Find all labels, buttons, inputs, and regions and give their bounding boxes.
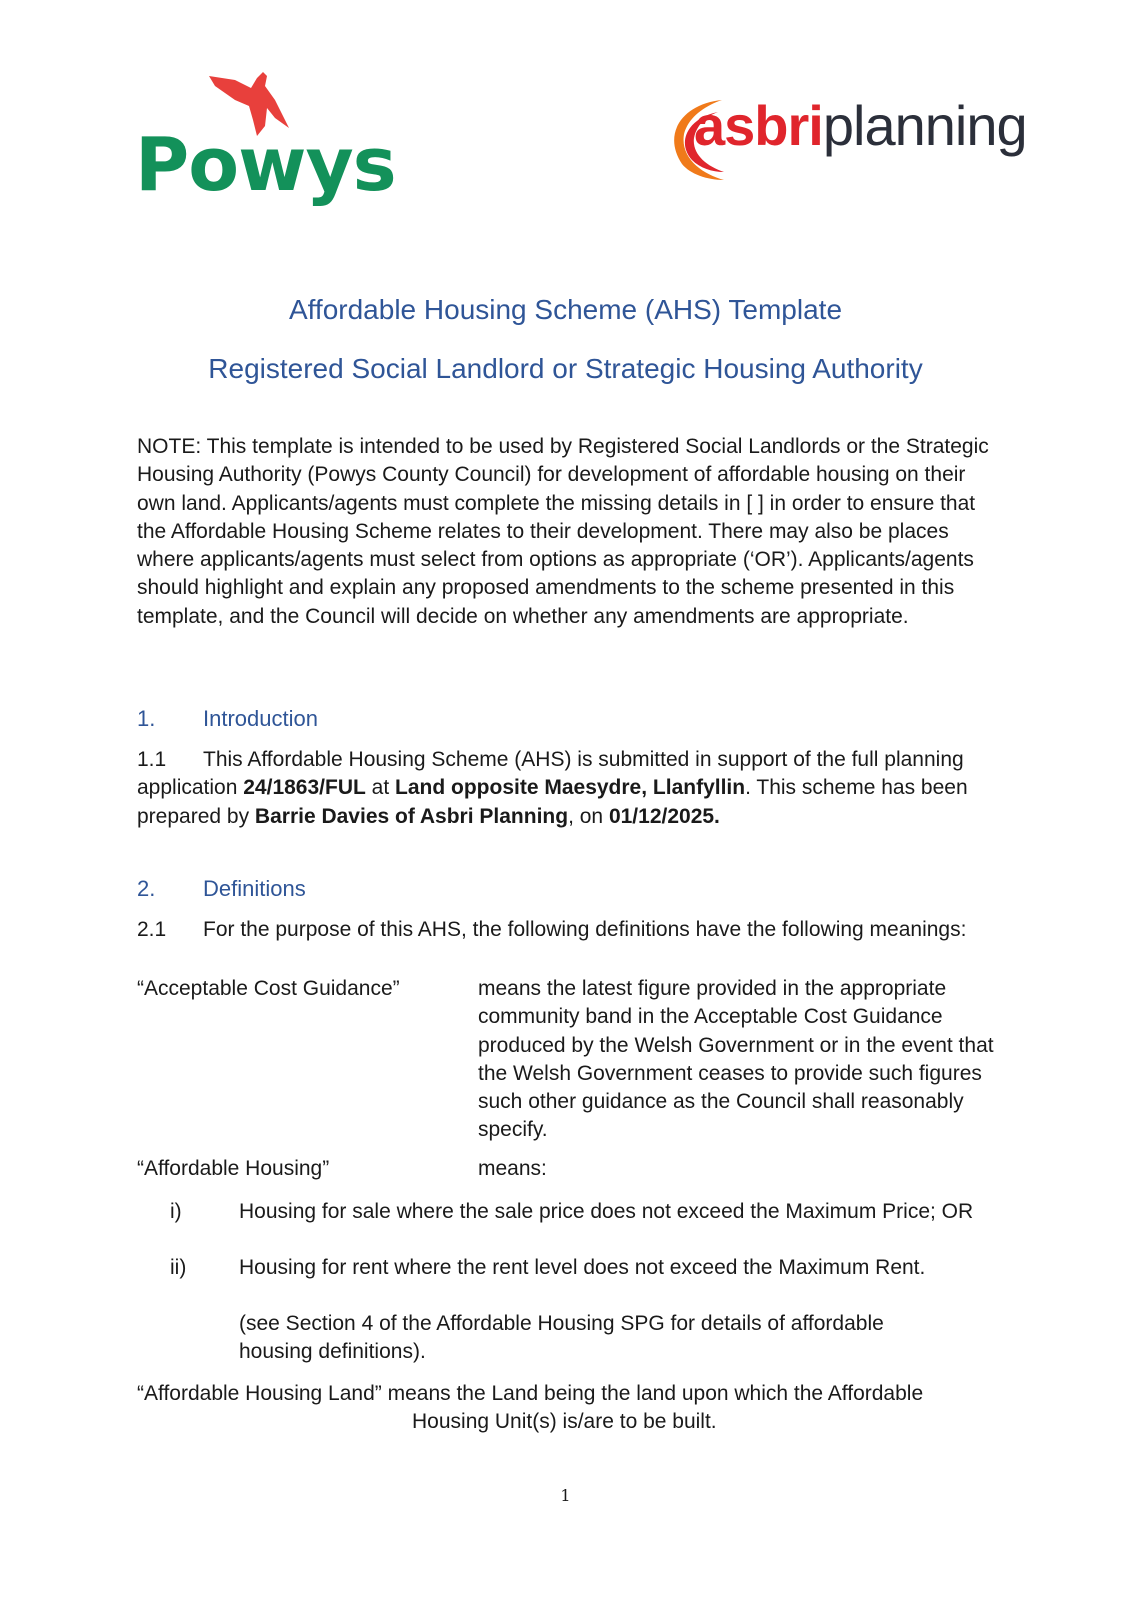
page-number: 1: [560, 1486, 571, 1505]
author-name: Barrie Davies of Asbri Planning: [254, 804, 569, 828]
list-item: Housing for rent where the rent level does not exceed the Maximum Rent.: [239, 1256, 926, 1279]
document-subtitle: Registered Social Landlord or Strategic Housing Authority: [208, 353, 923, 384]
paragraph-1-1-text: at: [365, 776, 396, 800]
site-name: Land opposite Maesydre, Llanfyllin: [395, 776, 746, 800]
list-item: Housing for sale where the sale price does not exceed the Maximum Price; OR: [239, 1200, 974, 1223]
paragraph-1-1: [137, 746, 1007, 831]
asbri-planning-logo: [662, 72, 1062, 192]
affordable-housing-land-definition: [137, 1380, 1007, 1437]
paragraph-1-1-text: . This scheme has been prepared by: [137, 776, 968, 828]
paragraph-1-1-text: This Affordable Housing Scheme (AHS) is submitted in support of the full planning application: [137, 748, 964, 800]
paragraph-1-1-number: 1.1: [137, 748, 167, 771]
paragraph-1-1-text: , on: [568, 804, 609, 828]
section-1-heading: [137, 705, 318, 733]
document-title: Affordable Housing Scheme (AHS) Template: [288, 294, 843, 325]
see-section-note: (see Section 4 of the Affordable Housing SPG for details of affordable housing definitions).: [239, 1312, 884, 1364]
list-marker: ii): [170, 1256, 187, 1279]
paragraph-2-1: [137, 916, 1007, 944]
asbri-wordmark-part2: planning: [822, 94, 1027, 157]
powys-logo: [135, 66, 396, 218]
section-2-heading: [137, 875, 306, 903]
definition-text: means:: [478, 1157, 547, 1180]
powys-wordmark: Powys: [135, 122, 396, 208]
paragraph-2-1-number: 2.1: [137, 918, 167, 941]
asbri-wordmark: [694, 94, 1027, 157]
list-marker: i): [170, 1200, 182, 1223]
section-2-number: 2.: [137, 876, 156, 901]
definition-term: “Affordable Housing”: [137, 1157, 330, 1180]
land-definition-line-2: Housing Unit(s) is/are to be built.: [412, 1410, 717, 1434]
definition-text: means the latest figure provided in the appropriate community band in the Acceptable Cost Guidance produced by the Welsh Government or in the event that the Welsh Government ceases to provide such figures such other guidance as the Council shall reasonably specify.: [478, 977, 994, 1142]
section-1-title: Introduction: [203, 706, 318, 731]
definition-term: “Acceptable Cost Guidance”: [137, 977, 400, 1000]
section-2-title: Definitions: [203, 876, 306, 901]
section-1-number: 1.: [137, 706, 156, 731]
asbri-wordmark-part1: asbri: [694, 94, 823, 157]
application-reference: 24/1863/FUL: [243, 776, 366, 800]
note-paragraph: NOTE: This template is intended to be used by Registered Social Landlords or the Strategic Housing Authority (Powys County Council) for development of affordable housing on their own land. Applicants/agents must complete the missing details in [ ] in order to ensure that the Affordable Housing Scheme relates to their development. There may also be places where applicants/agents must select from options as appropriate (‘OR’). Applicants/agents should highlight and explain any proposed amendments to the scheme presented in this template, and the Council will decide on whether any amendments are appropriate.: [137, 435, 989, 628]
scheme-date: 01/12/2025.: [608, 804, 720, 828]
paragraph-2-1-text: For the purpose of this AHS, the following definitions have the following meanings:: [203, 918, 967, 941]
land-definition-line-1: “Affordable Housing Land” means the Land being the land upon which the Affordable: [137, 1382, 924, 1405]
